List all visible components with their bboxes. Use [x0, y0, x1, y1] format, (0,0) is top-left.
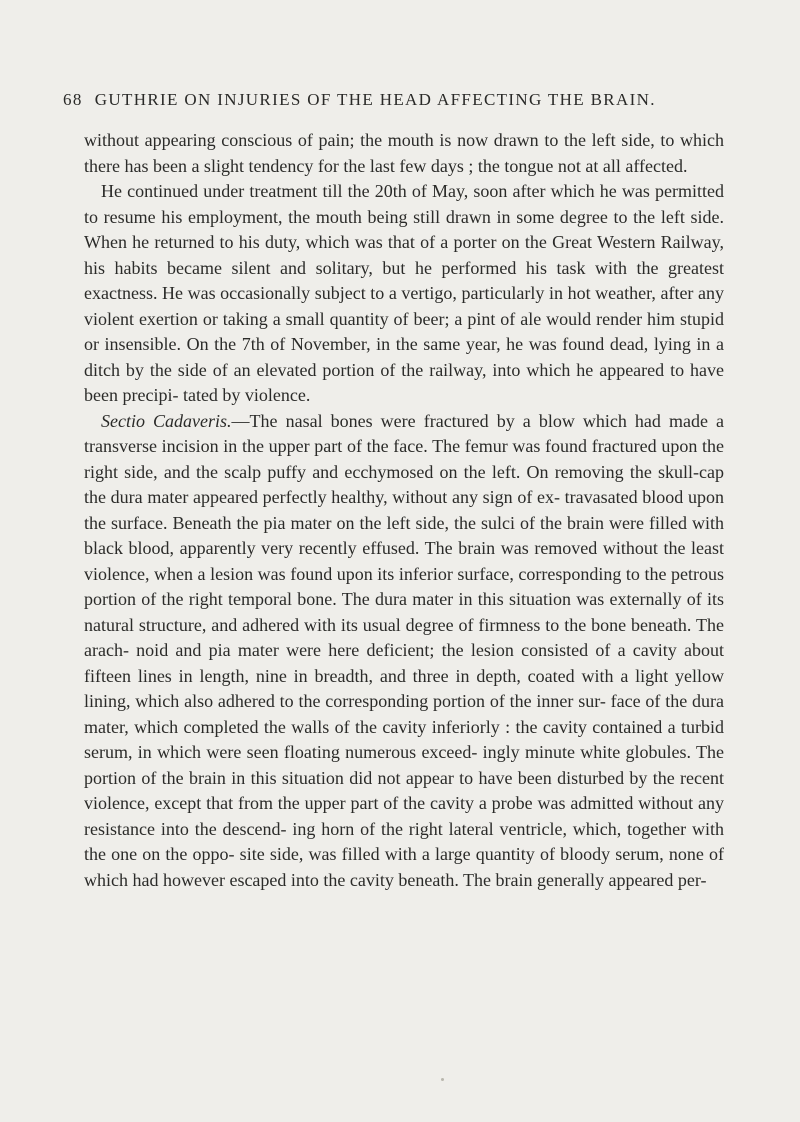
paragraph-patient-history: He continued under treatment till the 20th of May, soon after which he was permitted to resume his employment, the mouth being still drawn in some degree to the left side. When he returned to his duty, which was that of a porter on the Great Western Railway, his habits became silent and solitary, but he performed his task with the greatest exactness. He was occasionally subject to a vertigo, particularly in hot weather, after any violent exertion or taking a small quantity of beer; a pint of ale would render him stupid or insensible. On the 7th of November, in the same year, he was found dead, lying in a ditch by the side of an elevated portion of the railway, into which he appeared to have been precipi- tated by violence. [84, 181, 724, 405]
paragraph-sectio-cadaveris [84, 409, 724, 894]
page-number: 68 [63, 90, 83, 109]
paragraph-sectio-text: —The nasal bones were fractured by a blow which had made a transverse incision in the upper part of the face. The femur was found fractured upon the right side, and the scalp puffy and ecchymosed on the left. On removing the skull-cap the dura mater appeared perfectly healthy, without any sign of ex- travasated blood upon the surface. Beneath the pia mater on the left side, the sulci of the brain were filled with black blood, apparently very recently effused. The brain was removed without the least violence, when a lesion was found upon its inferior surface, corresponding to the petrous portion of the right temporal bone. The dura mater in this situation was externally of its natural structure, and adhered with its usual degree of firmness to the bone beneath. The arach- noid and pia mater were here deficient; the lesion consisted of a cavity about fifteen lines in length, nine in breadth, and three in depth, coated with a light yellow lining, which also adhered to the corresponding portion of the inner sur- face of the dura mater, which completed the walls of the cavity inferiorly : the cavity contained a turbid serum, in which were seen floating numerous exceed- ingly minute white globules. The portion of the brain in this situation did not appear to have been disturbed by the recent violence, except that from the upper part of the cavity a probe was admitted without any resistance into the descend- ing horn of the right lateral ventricle, which, together with the one on the oppo- site side, was filled with a large quantity of bloody serum, none of which had however escaped into the cavity beneath. The brain generally appeared per- [84, 410, 724, 890]
paper-speck [441, 1078, 444, 1081]
running-head [63, 90, 723, 112]
body-text [84, 128, 724, 893]
paragraph-continuation: without appearing conscious of pain; the mouth is now drawn to the left side, to which there has been a slight tendency for the last few days ; the tongue not at all affected. [84, 130, 724, 176]
section-heading-italic: Sectio Cadaveris. [101, 410, 232, 431]
running-title: GUTHRIE ON INJURIES OF THE HEAD AFFECTING THE BRAIN. [94, 90, 656, 109]
